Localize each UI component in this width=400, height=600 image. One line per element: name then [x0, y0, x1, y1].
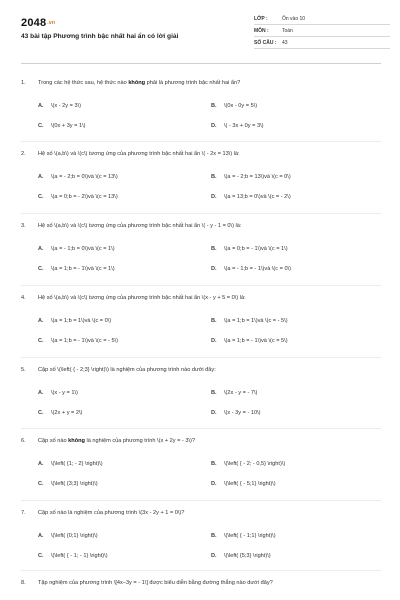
question-divider	[21, 500, 381, 501]
meta-label: SỐ CÂU :	[254, 39, 277, 46]
option-key: B.	[211, 103, 217, 109]
question-text-tail: phải là phương trình bậc nhất hai ẩn?	[145, 80, 241, 86]
question-number: 5.	[21, 367, 26, 373]
answer-option[interactable]	[211, 481, 276, 487]
question-stem	[21, 223, 391, 229]
answer-option[interactable]	[211, 553, 271, 559]
option-text: \(0x + 3y = 1\)	[51, 123, 86, 129]
option-text: \(a = 1;b = - 1\)và \(c = 5\)	[224, 338, 288, 344]
logo-text: 2048	[21, 17, 47, 29]
answer-option[interactable]	[38, 533, 98, 539]
meta-row-count	[254, 37, 390, 49]
question-stem	[21, 580, 391, 586]
option-text: \(a = 0;b = - 2\)và \(c = 13\)	[51, 194, 118, 200]
option-key: B.	[211, 533, 217, 539]
option-key: A.	[38, 318, 44, 324]
option-text: \(\left( { - 5;1} \right)\)	[224, 481, 276, 487]
answer-option[interactable]	[38, 481, 98, 487]
question-text: Hệ số \(a,b\) và \(c\) tương ứng của phương trình bậc nhất hai ẩn \( - 2x = 13\) là:	[38, 151, 240, 157]
option-key: C.	[38, 123, 44, 129]
option-text: \(a = 1;b = 1\)và \(c = 0\)	[51, 318, 112, 324]
answer-option[interactable]	[211, 410, 261, 416]
answer-option[interactable]	[38, 390, 78, 396]
option-key: A.	[38, 390, 44, 396]
question-stem	[21, 367, 391, 373]
option-text: \(\left( { - 1;1} \right)\)	[224, 533, 276, 539]
option-text: \( - 3x + 0y = 3\)	[224, 123, 264, 129]
answer-option[interactable]	[211, 194, 291, 200]
option-key: D.	[211, 338, 217, 344]
option-key: B.	[211, 390, 217, 396]
answer-option[interactable]	[38, 318, 111, 324]
answer-option[interactable]	[38, 266, 115, 272]
question-stem	[21, 295, 391, 301]
option-text: \(a = 1;b = 1\)và \(c = - 5\)	[224, 318, 288, 324]
answer-option[interactable]	[211, 246, 288, 252]
answer-option[interactable]	[211, 103, 257, 109]
option-key: C.	[38, 266, 44, 272]
meta-value: 43	[282, 39, 288, 46]
question-text: Hệ số \(a,b\) và \(c\) tương ứng của phương trình bậc nhất hai ẩn \(x - y + 5 = 0\) là:	[38, 295, 246, 301]
answer-option[interactable]	[38, 338, 118, 344]
site-logo[interactable]	[21, 17, 55, 29]
option-key: A.	[38, 246, 44, 252]
option-text: \(\left( { - 2; - 0,5} \right)\)	[224, 461, 286, 467]
question-divider	[21, 357, 381, 358]
question-text-tail: là nghiệm của phương trình \(x + 2y = - 3\)?	[84, 438, 195, 444]
answer-option[interactable]	[211, 123, 263, 129]
answer-option[interactable]	[38, 194, 118, 200]
option-text: \(0x - 0y = 5\)	[224, 103, 258, 109]
meta-row-class	[254, 13, 390, 25]
meta-value: Toán	[282, 27, 293, 34]
logo-suffix: .vn	[47, 20, 56, 27]
answer-option[interactable]	[211, 174, 291, 180]
question-divider	[21, 570, 381, 571]
option-text: \(\left( {3;3} \right)\)	[51, 481, 98, 487]
meta-label: MÔN :	[254, 27, 269, 34]
option-text: \(a = - 1;b = 0\)và \(c = 1\)	[51, 246, 115, 252]
question-divider	[21, 213, 381, 214]
option-text: \(a = - 2;b = 0\)và \(c = 13\)	[51, 174, 118, 180]
question-text: Cặp số nào là nghiệm của phương trình \(3x - 2y + 1 = 0\)?	[38, 510, 185, 516]
question-text: Cặp số nào	[38, 438, 69, 444]
question-text: Cặp số \(\left( { - 2;3} \right)\) là nghiệm của phương trình nào dưới đây:	[38, 367, 216, 373]
option-key: C.	[38, 410, 44, 416]
option-text: \(a = 1;b = - 1\)và \(c = 1\)	[51, 266, 115, 272]
question-divider	[21, 428, 381, 429]
option-key: C.	[38, 338, 44, 344]
answer-option[interactable]	[211, 266, 291, 272]
option-key: D.	[211, 481, 217, 487]
meta-value: Ôn vào 10	[282, 15, 306, 22]
question-text: Trong các hệ thức sau, hệ thức nào	[38, 80, 129, 86]
option-text: \(a = - 2;b = 13\)và \(c = 0\)	[224, 174, 291, 180]
option-key: C.	[38, 553, 44, 559]
option-key: B.	[211, 318, 217, 324]
option-text: \(2x - y = - 7\)	[224, 390, 258, 396]
header	[0, 0, 400, 66]
answer-option[interactable]	[38, 174, 118, 180]
question-number: 3.	[21, 223, 26, 229]
meta-row-subject	[254, 25, 390, 37]
question-keyword: không	[128, 80, 146, 86]
question-stem	[21, 510, 391, 516]
question-number: 6.	[21, 438, 26, 444]
question-stem	[21, 438, 391, 444]
answer-option[interactable]	[211, 390, 257, 396]
option-text: \(\left( { - 1; - 1} \right)\)	[51, 553, 108, 559]
answer-option[interactable]	[211, 533, 276, 539]
meta-label: LỚP :	[254, 15, 268, 22]
option-text: \(\left( {1; - 2} \right)\)	[51, 461, 103, 467]
option-text: \(a = 1;b = - 1\)và \(c = - 5\)	[51, 338, 118, 344]
answer-option[interactable]	[38, 553, 108, 559]
option-key: A.	[38, 533, 44, 539]
question-stem	[21, 80, 391, 86]
question-keyword: không	[68, 438, 85, 444]
option-key: B.	[211, 246, 217, 252]
question-number: 8.	[21, 580, 26, 586]
question-divider	[21, 141, 381, 142]
question-text: Hệ số \(a,b\) và \(c\) tương ứng của phương trình bậc nhất hai ẩn \( - y - 1 = 0\) là:	[38, 223, 242, 229]
option-key: A.	[38, 174, 44, 180]
answer-option[interactable]	[211, 461, 285, 467]
question-number: 2.	[21, 151, 26, 157]
meta-table	[254, 13, 390, 49]
option-text: \(a = 0;b = - 1\)và \(c = 1\)	[224, 246, 288, 252]
option-key: D.	[211, 410, 217, 416]
option-key: B.	[211, 174, 217, 180]
question-divider	[21, 285, 381, 286]
option-key: C.	[38, 481, 44, 487]
option-key: D.	[211, 553, 217, 559]
option-text: \(a = 13;b = 0\)và \(c = - 2\)	[224, 194, 291, 200]
answer-option[interactable]	[38, 246, 115, 252]
answer-option[interactable]	[38, 461, 103, 467]
option-text: \(2x + y = 2\)	[51, 410, 83, 416]
option-key: B.	[211, 461, 217, 467]
question-number: 1.	[21, 80, 26, 86]
option-key: D.	[211, 194, 217, 200]
header-divider	[21, 63, 381, 64]
option-key: D.	[211, 266, 217, 272]
option-text: \(x - 2y = 3\)	[51, 103, 81, 109]
question-number: 7.	[21, 510, 26, 516]
document-title: 43 bài tập Phương trình bậc nhất hai ẩn có lời giải	[21, 33, 179, 40]
question-text: Tập nghiệm của phương trình \[4x–3y = - 1\] được biểu diễn bằng đường thẳng nào dưới đây?	[38, 580, 273, 586]
option-text: \(x - 3y = - 10\)	[224, 410, 261, 416]
question-number: 4.	[21, 295, 26, 301]
option-key: D.	[211, 123, 217, 129]
option-key: A.	[38, 103, 44, 109]
question-stem	[21, 151, 391, 157]
answer-option[interactable]	[38, 410, 82, 416]
option-text: \(a = - 1;b = - 1\)và \(c = 0\)	[224, 266, 291, 272]
option-text: \(\left( {0;1} \right)\)	[51, 533, 98, 539]
answer-option[interactable]	[211, 338, 288, 344]
option-key: C.	[38, 194, 44, 200]
option-text: \(x - y = 1\)	[51, 390, 78, 396]
option-text: \(\left( {5;3} \right)\)	[224, 553, 271, 559]
answer-option[interactable]	[38, 123, 86, 129]
answer-option[interactable]	[38, 103, 81, 109]
answer-option[interactable]	[211, 318, 288, 324]
option-key: A.	[38, 461, 44, 467]
